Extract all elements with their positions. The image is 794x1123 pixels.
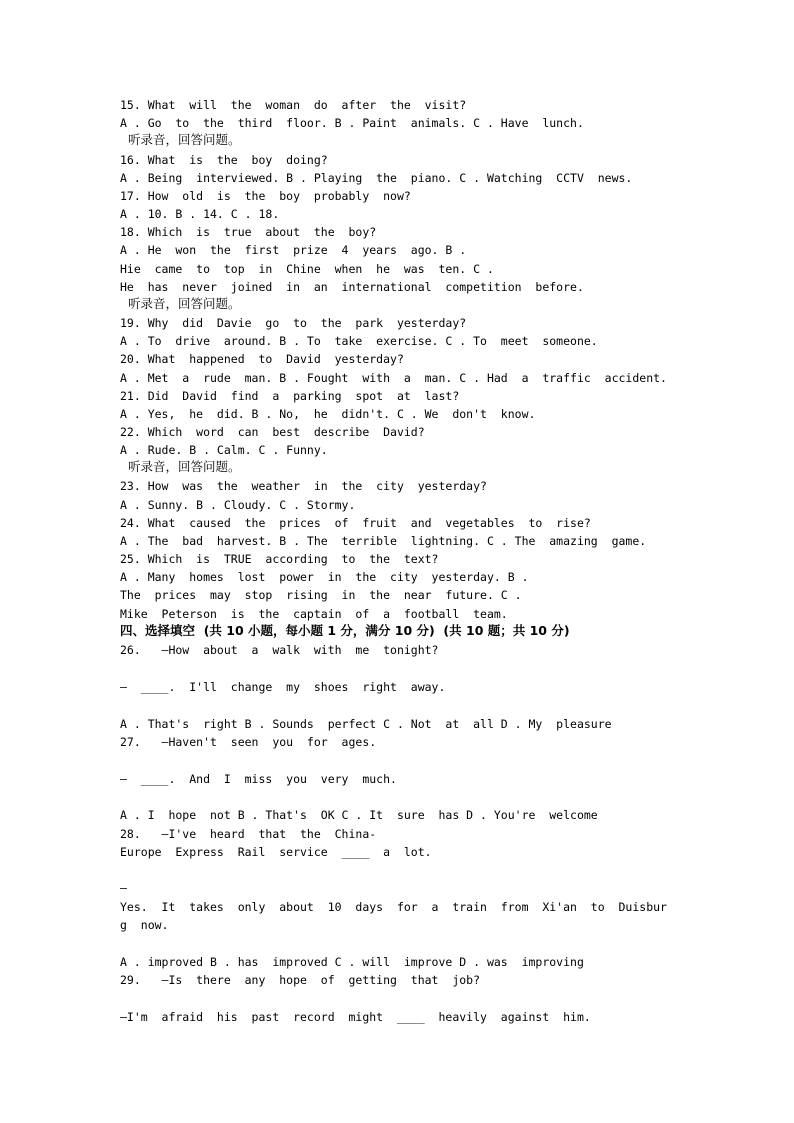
options-25-c: Mike Peterson is the captain of a football team. — [120, 607, 508, 621]
options-27: A . I hope not B . That's OK C . It sure has D . You're welcome — [120, 808, 598, 822]
options-25-a: A . Many homes lost power in the city yesterday. B . — [120, 570, 529, 584]
question-28-cont: Europe Express Rail service ____ a lot. — [120, 845, 432, 859]
dialogue-28: Yes. It takes only about 10 days for a train from Xi'an to Duisbur — [120, 900, 667, 914]
options-16: A . Being interviewed. B . Playing the piano. C . Watching CCTV news. — [120, 171, 633, 185]
options-18-b: Hie came to top in Chine when he was ten. C . — [120, 262, 494, 276]
dialogue-28-dash: — — [120, 881, 127, 895]
options-28: A . improved B . has improved C . will improve D . was improving — [120, 955, 584, 969]
question-23: 23. How was the weather in the city yesterday? — [120, 479, 487, 493]
options-17: A . 10. B . 14. C . 18. — [120, 207, 280, 221]
question-20: 20. What happened to David yesterday? — [120, 352, 404, 366]
options-20: A . Met a rude man. B . Fought with a man. C . Had a traffic accident. — [120, 371, 667, 385]
question-24: 24. What caused the prices of fruit and vegetables to rise? — [120, 516, 591, 530]
question-15: 15. What will the woman do after the visit? — [120, 98, 467, 112]
dialogue-26: — ____. I'll change my shoes right away. — [120, 680, 446, 694]
listening-instruction: 听录音，回答问题。 — [120, 296, 241, 311]
listening-instruction: 听录音，回答问题。 — [120, 132, 241, 147]
options-26: A . That's right B . Sounds perfect C . Not at all D . My pleasure — [120, 717, 612, 731]
question-27: 27. —Haven't seen you for ages. — [120, 735, 377, 749]
options-15: A . Go to the third floor. B . Paint animals. C . Have lunch. — [120, 116, 584, 130]
options-18-c: He has never joined in an international competition before. — [120, 280, 584, 294]
question-21: 21. Did David find a parking spot at last? — [120, 389, 460, 403]
question-19: 19. Why did Davie go to the park yesterday? — [120, 316, 467, 330]
dialogue-28-cont: g now. — [120, 918, 169, 932]
question-22: 22. Which word can best describe David? — [120, 425, 425, 439]
dialogue-29: —I'm afraid his past record might ____ heavily against him. — [120, 1010, 591, 1024]
question-16: 16. What is the boy doing? — [120, 153, 328, 167]
question-18: 18. Which is true about the boy? — [120, 225, 377, 239]
dialogue-27: — ____. And I miss you very much. — [120, 772, 397, 786]
options-24: A . The bad harvest. B . The terrible lightning. C . The amazing game. — [120, 534, 647, 548]
question-17: 17. How old is the boy probably now? — [120, 189, 411, 203]
options-18-a: A . He won the first prize 4 years ago. B . — [120, 243, 467, 257]
options-23: A . Sunny. B . Cloudy. C . Stormy. — [120, 498, 356, 512]
options-22: A . Rude. B . Calm. C . Funny. — [120, 443, 328, 457]
question-29: 29. —Is there any hope of getting that job? — [120, 973, 481, 987]
options-21: A . Yes, he did. B . No, he didn't. C . We don't know. — [120, 407, 536, 421]
question-25: 25. Which is TRUE according to the text? — [120, 552, 439, 566]
options-25-b: The prices may stop rising in the near future. C . — [120, 588, 522, 602]
question-28: 28. —I've heard that the China- — [120, 827, 377, 841]
options-19: A . To drive around. B . To take exercise. C . To meet someone. — [120, 334, 598, 348]
question-26: 26. —How about a walk with me tonight? — [120, 643, 439, 657]
listening-instruction: 听录音，回答问题。 — [120, 459, 241, 474]
section-heading: 四、选择填空 (共 10 小题，每小题 1 分，满分 10 分) (共 10 题；共 10 分) — [120, 623, 570, 638]
